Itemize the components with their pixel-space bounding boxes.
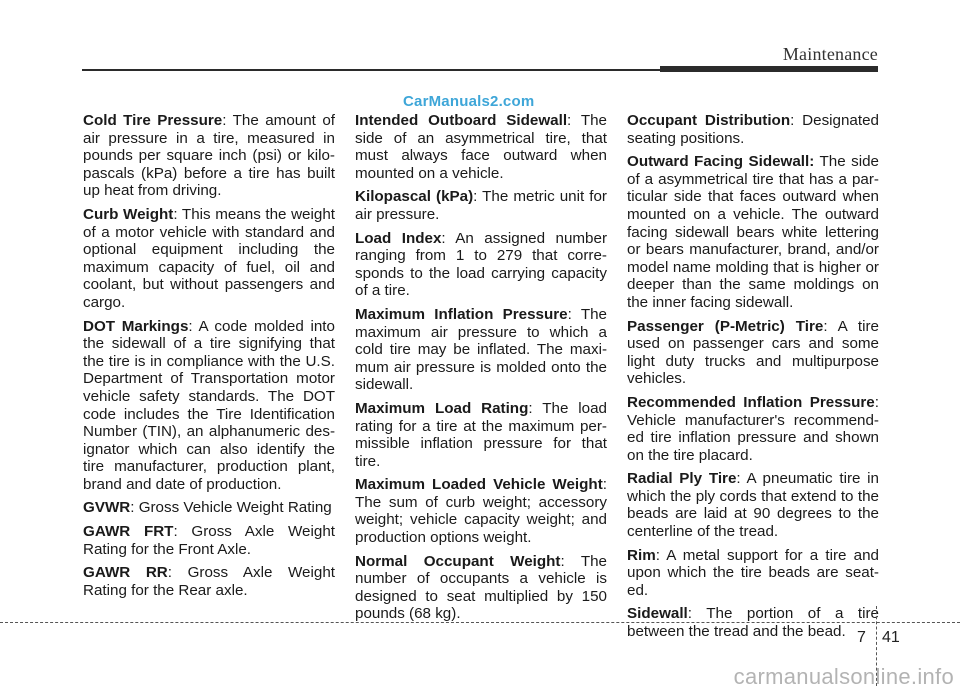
definition-entry <box>627 470 879 540</box>
term: Maximum Inflation Pressure <box>355 305 568 323</box>
definition-entry <box>355 476 607 546</box>
section-title: Maintenance <box>782 44 878 64</box>
definition-entry <box>83 523 335 558</box>
header-rule-thin <box>82 69 660 71</box>
term: Load Index <box>355 229 442 247</box>
term: GAWR RR <box>83 564 168 582</box>
text-column-1 <box>83 112 335 605</box>
definition: : The sum of curb weight; accessory weight; vehicle capacity weight; and production options weight. <box>355 476 607 547</box>
definition: : A metal support for a tire and upon which the tire beads are seat-ed. <box>627 546 879 599</box>
definition: : Designated seating positions. <box>627 112 879 147</box>
definition: : A code molded into the sidewall of a tire signifying that the tire is in compliance with the U.S. Department of Transportation motor vehicle safety standards. The DOT code includes the Tire Identification Number (TIN), an alphanumeric des-ignator which can also identify the tire manufacturer, production plant, brand and date of production. <box>83 317 335 493</box>
definition: : Gross Axle Weight Rating for the Front Axle. <box>83 523 335 558</box>
definition-entry <box>627 112 879 147</box>
term: Maximum Loaded Vehicle Weight <box>355 476 603 494</box>
term: GVWR <box>83 499 131 517</box>
page-number: 41 <box>882 629 900 646</box>
definition-entry <box>627 394 879 464</box>
term: Intended Outboard Sidewall <box>355 112 568 129</box>
term: Sidewall <box>627 605 688 623</box>
definition: : The amount of air pressure in a tire, measured in pounds per square inch (psi) or kilo-pascals (kPa) before a tire has built up heat from driving. <box>83 112 335 200</box>
term: Occupant Distribution <box>627 112 791 129</box>
definition-entry <box>355 553 607 623</box>
definition: : The metric unit for air pressure. <box>355 188 607 223</box>
definition-entry <box>627 318 879 388</box>
term: Radial Ply Tire <box>627 470 737 488</box>
definition: : The portion of a tire between the tread and the bead. <box>627 605 879 641</box>
watermark-bottom: carmanualsonline.info <box>733 664 954 689</box>
definition: : The load rating for a tire at the maximum per-missible inflation pressure for that tire. <box>355 399 607 470</box>
term: Outward Facing Sidewall: <box>627 153 815 171</box>
header-rule-thick <box>660 66 878 72</box>
definition-entry <box>355 112 607 182</box>
definition: : An assigned number ranging from 1 to 279 that corre-sponds to the load carrying capacity of a tire. <box>355 229 608 300</box>
definition-entry <box>355 230 607 300</box>
definition-entry <box>83 499 335 517</box>
definition-entry <box>627 605 879 640</box>
term: Maximum Load Rating <box>355 399 529 417</box>
definition: : Vehicle manufacturer's recommend-ed tire inflation pressure and shown on the tire placard. <box>627 393 879 464</box>
page-chapter-number: 7 <box>857 629 866 646</box>
definition-entry <box>355 400 607 470</box>
footer-dashed-rule <box>0 622 960 623</box>
term: Recommended Inflation Pressure <box>627 393 875 411</box>
term: Kilopascal (kPa) <box>355 188 474 206</box>
term: DOT Markings <box>83 317 189 335</box>
definition-entry <box>355 188 607 223</box>
term: Cold Tire Pressure <box>83 112 223 129</box>
watermark-top: CarManuals2.com <box>403 93 535 110</box>
term: Rim <box>627 546 656 564</box>
term: Normal Occupant Weight <box>355 552 561 570</box>
text-column-3 <box>627 112 879 647</box>
term: GAWR FRT <box>83 523 174 541</box>
definition-entry <box>83 564 335 599</box>
definition: The side of a asymmetrical tire that has a par-ticular side that faces outward when mounted on a vehicle. The outward facing sidewall bears white lettering or bears manufacturer, brand, and/or model name molding that is higher or deeper than the same moldings on the inner facing sidewall. <box>627 153 880 311</box>
definition-entry <box>355 306 607 394</box>
definition: : A tire used on passenger cars and some light duty trucks and multipurpose vehicles. <box>627 317 879 388</box>
term: Passenger (P-Metric) Tire <box>627 317 824 335</box>
definition-entry <box>83 318 335 494</box>
definition-entry <box>83 206 335 312</box>
definition: : Gross Vehicle Weight Rating <box>130 499 332 517</box>
definition-entry <box>627 153 879 311</box>
definition-entry <box>83 112 335 200</box>
definition-entry <box>627 547 879 600</box>
definition: : The maximum air pressure to which a cold tire may be inflated. The maxi-mum air pressure is molded onto the sidewall. <box>355 305 607 394</box>
text-column-2 <box>355 112 607 629</box>
definition: : A pneumatic tire in which the ply cords that extend to the beads are laid at 90 degrees to the centerline of the tread. <box>627 470 879 541</box>
definition: : Gross Axle Weight Rating for the Rear axle. <box>83 564 335 599</box>
definition: : This means the weight of a motor vehicle with standard and optional equipment including the maximum capacity of fuel, oil and coolant, but without passengers and cargo. <box>83 205 335 311</box>
term: Curb Weight <box>83 205 174 223</box>
definition: : The side of an asymmetrical tire, that must always face outward when mounted on a vehicle. <box>355 112 607 182</box>
definition: : The number of occupants a vehicle is designed to seat multiplied by 150 pounds (68 kg). <box>355 552 607 623</box>
